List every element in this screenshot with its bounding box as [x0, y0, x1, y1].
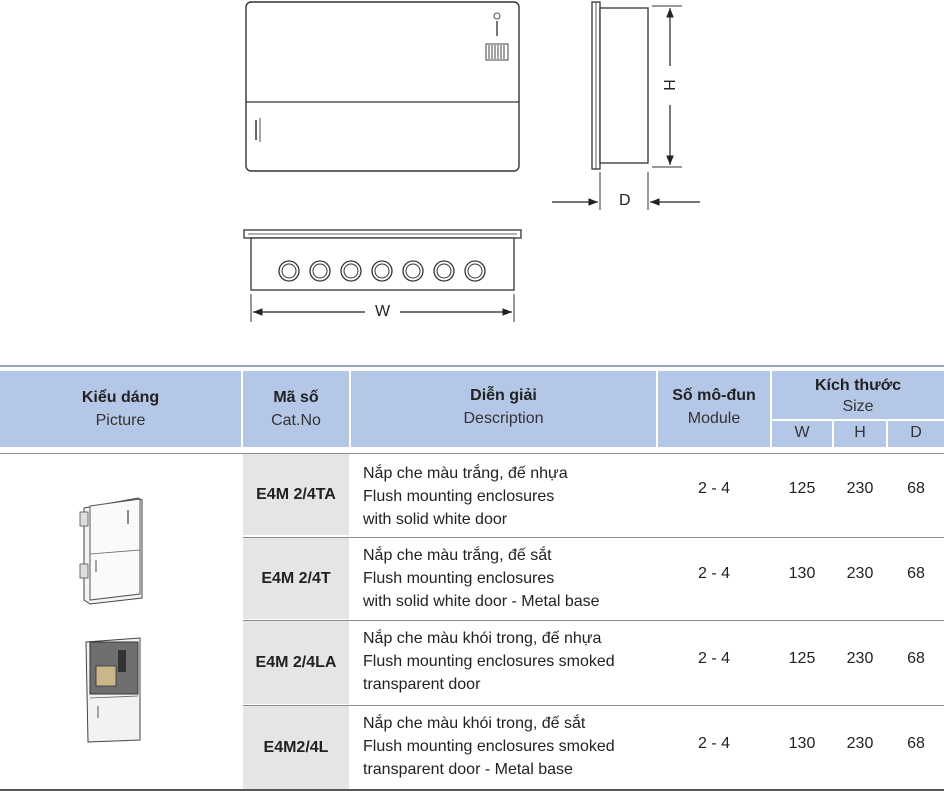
header-catno: [243, 371, 349, 447]
header-module: [658, 371, 770, 447]
header-size-d: [888, 421, 944, 447]
row-4-w: 130: [788, 735, 816, 752]
row-3-desc-en2: transparent door: [363, 676, 481, 693]
drawings-svg: [0, 0, 944, 340]
header-catno-en: Cat.No: [271, 412, 321, 429]
header-picture-en: Picture: [95, 412, 146, 429]
row-2-desc-en2: with solid white door - Metal base: [363, 593, 600, 610]
row-3-d: 68: [907, 650, 925, 667]
product-image-smoked-door: [78, 636, 148, 744]
row-4-d: 68: [907, 735, 925, 752]
row-4-catno: E4M2/4L: [243, 706, 349, 789]
row-1-d: 68: [907, 480, 925, 497]
vent-grille: [486, 44, 508, 60]
row-1-desc-vi: Nắp che màu trắng, đế nhựa: [363, 465, 568, 482]
row-2-d: 68: [907, 565, 925, 582]
header-bottom-rule: [0, 453, 944, 454]
header-size: [772, 371, 944, 419]
header-size-d-label: D: [910, 424, 922, 441]
row-1-desc-en1: Flush mounting enclosures: [363, 488, 555, 505]
product-image-white-door: [76, 494, 156, 606]
row-4-description: [363, 712, 615, 781]
front-view: [246, 2, 519, 171]
header-catno-vi: Mã số: [273, 389, 319, 406]
row-1-desc-en2: with solid white door: [363, 511, 508, 528]
header-size-w-label: W: [794, 424, 810, 441]
header-size-w: [772, 421, 832, 447]
side-view: [552, 2, 700, 210]
row-2-w: 130: [788, 565, 816, 582]
header-module-vi: Số mô-đun: [672, 387, 756, 404]
dim-label-d: D: [619, 192, 631, 209]
header-picture: [0, 371, 241, 447]
header-size-h-label: H: [854, 424, 866, 441]
header-description-vi: Diễn giải: [470, 387, 537, 404]
header-picture-vi: Kiểu dáng: [81, 389, 160, 406]
row-3-w: 125: [788, 650, 816, 667]
row-2-catno: E4M 2/4T: [243, 538, 349, 619]
row-3-description: [363, 627, 615, 696]
row-1-h: 230: [846, 480, 874, 497]
technical-drawings: [0, 0, 944, 340]
row-4-desc-en2: transparent door - Metal base: [363, 761, 573, 778]
row-2-h: 230: [846, 565, 874, 582]
row-1-description: [363, 462, 568, 531]
row-4-desc-en1: Flush mounting enclosures smoked: [363, 738, 615, 755]
row-4-h: 230: [846, 735, 874, 752]
header-description-en: Description: [463, 410, 544, 427]
header-size-en: Size: [842, 398, 874, 415]
table-top-rule: [0, 365, 944, 367]
row-2-desc-vi: Nắp che màu trắng, đế sắt: [363, 547, 552, 564]
header-description: [351, 371, 656, 447]
row-2-module: 2 - 4: [697, 565, 730, 582]
row-4-desc-vi: Nắp che màu khói trong, đế sắt: [363, 715, 586, 732]
row-4-module: 2 - 4: [697, 735, 730, 752]
dim-label-w: W: [375, 303, 391, 320]
row-3-module: 2 - 4: [697, 650, 730, 667]
header-size-vi: Kích thước: [814, 377, 902, 394]
row-1-catno: E4M 2/4TA: [243, 454, 349, 535]
header-module-en: Module: [687, 410, 741, 427]
row-2-description: [363, 544, 600, 613]
row-1-module: 2 - 4: [697, 480, 730, 497]
row-3-desc-en1: Flush mounting enclosures smoked: [363, 653, 615, 670]
row-3-catno: E4M 2/4LA: [243, 621, 349, 704]
row-1-w: 125: [788, 480, 816, 497]
header-size-h: [834, 421, 886, 447]
row-3-h: 230: [846, 650, 874, 667]
dim-label-h: H: [659, 79, 677, 91]
row-3-desc-vi: Nắp che màu khói trong, đế nhựa: [363, 630, 602, 647]
row-2-desc-en1: Flush mounting enclosures: [363, 570, 555, 587]
